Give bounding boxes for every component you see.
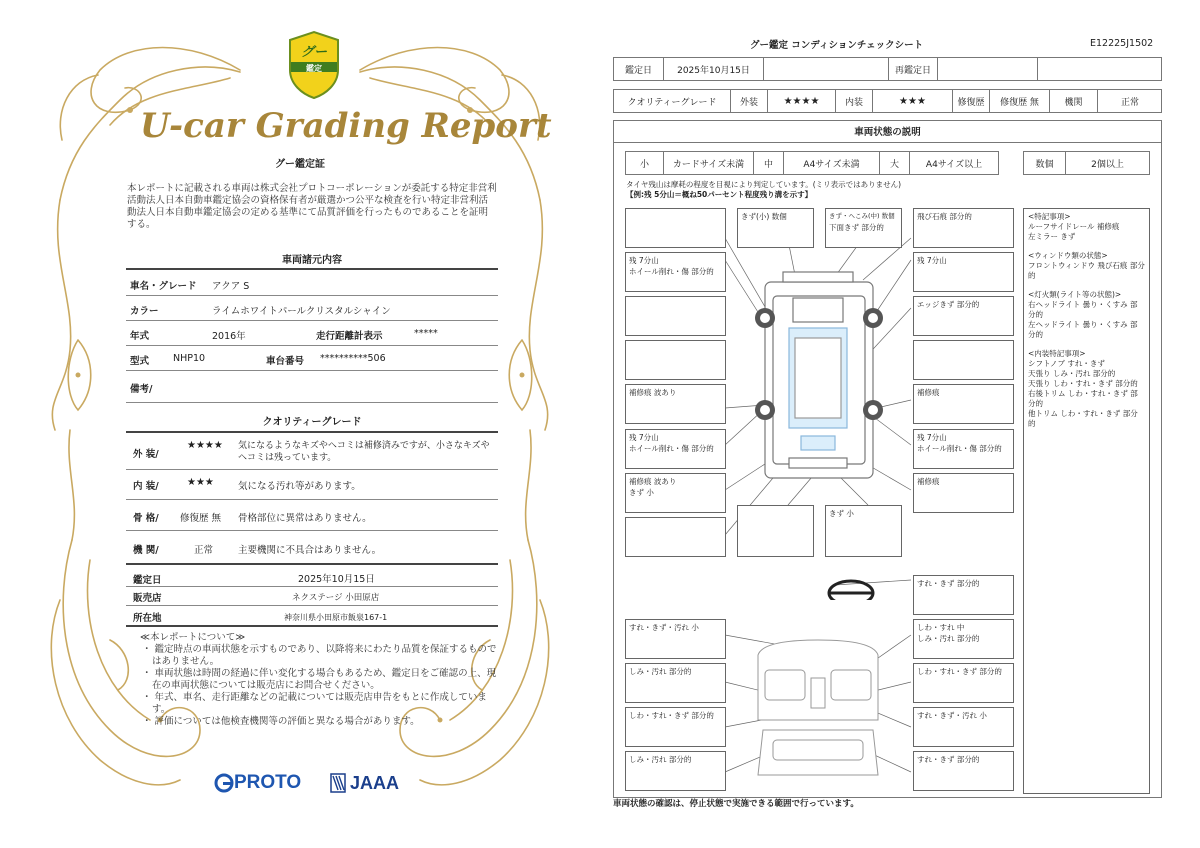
condition-text: きず 小 <box>829 509 854 518</box>
condition-text: しわ・すれ 中 <box>917 623 965 632</box>
exterior-label: 外 装/ <box>133 449 159 460</box>
size-large: 大 <box>880 152 910 174</box>
window-heading: <ウィンドウ類の状態> <box>1028 251 1108 260</box>
date-value: 2025年10月15日 <box>664 58 764 80</box>
condition-box-right-3 <box>913 340 1014 380</box>
divider <box>126 586 498 587</box>
special-notes-panel <box>1023 208 1150 794</box>
condition-text: すれ・きず 部分的 <box>917 755 980 764</box>
special-heading: <特記事項> <box>1028 212 1071 221</box>
condition-box-int-right-2 <box>913 663 1014 703</box>
condition-text: しみ・汚れ 部分的 <box>629 667 692 676</box>
condition-text: 補修痕 <box>917 477 940 486</box>
color-label: カラー <box>130 306 159 317</box>
condition-text: きず・へこみ(中) 数個 <box>829 212 895 220</box>
appraisal-date-value: 2025年10月15日 <box>298 574 375 585</box>
special-item: 左ミラー きず <box>1028 232 1076 241</box>
condition-box-rear-1 <box>737 505 814 557</box>
remarks-label: 備考/ <box>130 384 153 395</box>
name-label: 車名・グレード <box>130 281 197 292</box>
condition-box-right-5 <box>913 429 1014 469</box>
int-stars: ★★★ <box>873 90 953 112</box>
interior-note: 右後トリム しわ・すれ・きず 部分的 <box>1028 389 1138 408</box>
specs-heading: 車両諸元内容 <box>282 255 342 266</box>
certificate-title: U-car Grading Report <box>140 106 552 146</box>
condition-text: しわ・すれ・きず 部分的 <box>917 667 1002 676</box>
mileage-label: 走行距離計表示 <box>316 331 383 342</box>
interior-note: 天張り しみ・汚れ 部分的 <box>1028 369 1116 378</box>
year-label: 年式 <box>130 331 150 342</box>
tire-example: 【例:残 5分山＝概ね50パーセント程度残り溝を示す】 <box>626 190 813 199</box>
condition-box-int-right-4 <box>913 751 1014 791</box>
condition-text: ホイール削れ・傷 部分的 <box>629 444 714 453</box>
certificate-subtitle: グー鑑定証 <box>275 159 325 170</box>
condition-text: 補修痕 波あり <box>629 477 677 486</box>
condition-text: エッジきず 部分的 <box>917 300 980 309</box>
condition-box-int-left-3 <box>625 707 726 747</box>
divider <box>126 530 498 531</box>
divider <box>126 499 498 500</box>
condition-text: 残 7分山 <box>917 433 947 442</box>
condition-text: 残 7分山 <box>629 256 659 265</box>
badge-text-kantei: 鑑定 <box>306 64 322 73</box>
exterior-desc: 気になるようなキズやヘコミは補修済みですが、小さなキズやヘコミは残っています。 <box>238 441 490 463</box>
ext-label: 外装 <box>731 90 768 112</box>
mileage-value: ***** <box>414 328 438 339</box>
condition-box-front-right <box>913 208 1014 248</box>
certificate-intro: 本レポートに記載される車両は株式会社プロトコーポレーションが委託する特定非営利活動法人日本自動車鑑定協会の資格保有者が厳選かつ公平な検査を行い特定非営利活動法人日本自動車鑑定協会の定める基準にて品質評価を行ったものであることを証明する。 <box>127 183 497 230</box>
reappraisal-value <box>938 58 1038 80</box>
proto-logo-text: PROTO <box>234 772 302 793</box>
condition-box-rear-2 <box>825 505 902 557</box>
repair-label: 修復歴 <box>953 90 990 112</box>
name-value: アクア S <box>212 281 250 292</box>
interior-note: 天張り しわ・すれ・きず 部分的 <box>1028 379 1138 388</box>
reappraisal-label: 再鑑定日 <box>889 58 938 80</box>
frame-value: 修復歴 無 <box>180 513 222 524</box>
divider <box>126 625 498 627</box>
condition-text: きず(小) 数個 <box>741 212 787 221</box>
divider <box>126 268 498 270</box>
interior-notes-heading: <内装特記事項> <box>1028 349 1086 358</box>
condition-box-right-1 <box>913 252 1014 292</box>
condition-box-left-2 <box>625 296 726 336</box>
engine-value: 正常 <box>1120 97 1139 108</box>
engine-label: 機関 <box>1050 90 1098 112</box>
condition-text: 残 7分山 <box>917 256 947 265</box>
quality-heading: クオリティーグレード <box>262 417 362 428</box>
divider <box>126 345 498 346</box>
divider <box>126 563 498 565</box>
ext-stars: ★★★★ <box>768 90 836 112</box>
frame-desc: 骨格部位に異常はありません。 <box>238 513 372 524</box>
jaaa-logo-text: JAAA <box>350 773 400 793</box>
about-item: ・ 車両状態は時間の経過に伴い変化する場合もあるため、鑑定日をご確認の上、現在の車両状態については販売店にお問合せください。 <box>142 668 497 691</box>
address-label: 所在地 <box>133 613 162 624</box>
jaaa-logo-icon <box>328 772 348 794</box>
model-value: NHP10 <box>173 353 206 364</box>
condition-text: しみ・汚れ 部分的 <box>629 755 692 764</box>
condition-text: すれ・きず・汚れ 小 <box>629 623 699 632</box>
engine-label: 機 関/ <box>133 545 159 556</box>
condition-box-front-2 <box>825 208 902 248</box>
lights-item: 左ヘッドライト 曇り・くすみ 部分的 <box>1028 320 1138 339</box>
year-value: 2016年 <box>212 331 246 342</box>
interior-desc: 気になる汚れ等があります。 <box>238 481 361 492</box>
sheet-title: グー鑑定 コンディションチェックシート <box>750 40 924 51</box>
condition-box-left-3 <box>625 340 726 380</box>
dealer-label: 販売店 <box>133 593 162 604</box>
frame-label: 骨 格/ <box>133 513 159 524</box>
interior-note: 他トリム しわ・すれ・きず 部分的 <box>1028 409 1138 428</box>
condition-text: 下面きず 部分的 <box>829 223 884 232</box>
condition-text: 補修痕 <box>917 388 940 397</box>
count-desc: 2個以上 <box>1091 159 1124 170</box>
about-heading: ≪本レポートについて≫ <box>140 632 246 643</box>
size-mid-desc: A4サイズ未満 <box>784 152 880 174</box>
lights-item: 右ヘッドライト 曇り・くすみ 部分的 <box>1028 300 1138 319</box>
grade-row <box>613 89 1162 113</box>
interior-note: シフトノブ すれ・きず <box>1028 359 1105 368</box>
about-item: ・ 鑑定時点の車両状態を示すものであり、以降将来にわたり品質を保証するものではありません。 <box>142 644 497 667</box>
repair-value: 修復歴 無 <box>990 90 1050 112</box>
special-item: ルーフサイドレール 補修痕 <box>1028 222 1120 231</box>
footer-note: 車両状態の確認は、停止状態で実施できる範囲で行っています。 <box>613 799 859 809</box>
reappraisal-empty <box>1038 58 1162 80</box>
divider <box>126 605 498 606</box>
grade-label: クオリティーグレード <box>614 90 731 112</box>
condition-text: 補修痕 波あり <box>629 388 677 397</box>
lights-heading: <灯火類(ライト等の状態)> <box>1028 290 1122 299</box>
model-label: 型式 <box>130 356 150 367</box>
divider <box>126 295 498 296</box>
divider <box>126 431 498 433</box>
int-label: 内装 <box>836 90 873 112</box>
size-mid: 中 <box>754 152 784 174</box>
condition-box-left-4 <box>625 384 726 424</box>
chassis-label: 車台番号 <box>266 356 305 367</box>
date-empty <box>764 58 889 80</box>
appraisal-date-label: 鑑定日 <box>133 575 162 586</box>
condition-text: しみ・汚れ 部分的 <box>917 634 980 643</box>
condition-box-left-6 <box>625 473 726 513</box>
condition-box-int-left-4 <box>625 751 726 791</box>
condition-box-int-left-1 <box>625 619 726 659</box>
condition-text: ホイール削れ・傷 部分的 <box>629 267 714 276</box>
condition-text: しわ・すれ・きず 部分的 <box>629 711 714 720</box>
color-value: ライムホワイトパールクリスタルシャイン <box>212 306 391 317</box>
about-item: ・ 年式、車名、走行距離などの記載については販売店申告をもとに作成しています。 <box>142 692 487 715</box>
proto-logo-icon <box>214 773 234 793</box>
window-item: フロントウィンドウ 飛び石痕 部分的 <box>1028 261 1145 280</box>
size-large-desc: A4サイズ以上 <box>925 159 983 170</box>
interior-stars: ★★★ <box>187 477 214 488</box>
size-small-desc: カードサイズ未満 <box>664 152 754 174</box>
condition-box-int-left-2 <box>625 663 726 703</box>
condition-box-rear-left <box>625 517 726 557</box>
condition-text: すれ・きず・汚れ 小 <box>917 711 987 720</box>
condition-text: 残 7分山 <box>629 433 659 442</box>
engine-desc: 主要機関に不具合はありません。 <box>238 545 382 556</box>
divider <box>126 320 498 321</box>
dealer-value: ネクステージ 小田原店 <box>292 593 380 603</box>
interior-label: 内 装/ <box>133 481 159 492</box>
exterior-stars: ★★★★ <box>187 440 223 451</box>
divider <box>126 469 498 470</box>
about-item: ・ 評価については他検査機関等の評価と異なる場合があります。 <box>142 716 420 727</box>
condition-box-int-right-1 <box>913 619 1014 659</box>
condition-box-front-left <box>625 208 726 248</box>
divider <box>126 402 498 403</box>
condition-box-right-4 <box>913 384 1014 424</box>
divider <box>126 370 498 371</box>
size-small: 小 <box>626 152 664 174</box>
engine-value: 正常 <box>194 545 214 556</box>
badge-text-goo: グー <box>300 45 327 60</box>
condition-text: きず 小 <box>629 488 654 497</box>
condition-heading: 車両状態の説明 <box>613 120 1162 143</box>
condition-box-steering <box>913 575 1014 615</box>
about-report <box>140 632 500 728</box>
condition-box-front-1 <box>737 208 814 248</box>
condition-text: 飛び石痕 部分的 <box>917 212 972 221</box>
date-row <box>613 57 1162 81</box>
condition-box-right-6 <box>913 473 1014 513</box>
count-legend <box>1023 151 1150 175</box>
condition-box-left-1 <box>625 252 726 292</box>
size-legend <box>625 151 999 175</box>
condition-text: ホイール削れ・傷 部分的 <box>917 444 1002 453</box>
address-value: 神奈川県小田原市飯泉167-1 <box>284 613 388 622</box>
condition-text: すれ・きず 部分的 <box>917 579 980 588</box>
condition-box-right-2 <box>913 296 1014 336</box>
logos <box>214 770 414 796</box>
chassis-value: **********506 <box>320 353 386 364</box>
document-id: E12225J1502 <box>1090 38 1154 49</box>
tire-note: タイヤ残山は摩耗の程度を目視により判定しています。(ミリ表示ではありません) <box>626 180 902 189</box>
date-label: 鑑定日 <box>614 58 664 80</box>
count-label: 数個 <box>1024 152 1066 174</box>
condition-box-left-5 <box>625 429 726 469</box>
condition-box-int-right-3 <box>913 707 1014 747</box>
